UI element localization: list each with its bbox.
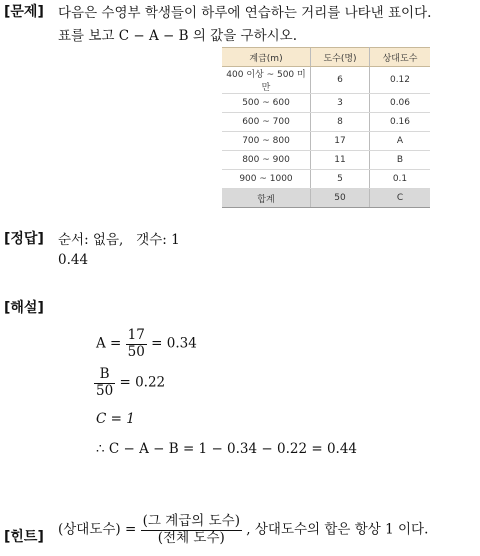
hint-numerator: (그 계급의 도수)	[142, 513, 240, 529]
table-cell: C	[370, 189, 431, 208]
table-header-frequency: 도수(명)	[311, 48, 370, 67]
table-cell: 50	[311, 189, 370, 208]
table-cell: 0.16	[370, 113, 431, 132]
table-cell: B	[370, 151, 431, 170]
solution-equation-c: C = 1	[96, 411, 135, 427]
table-cell: 합계	[222, 189, 311, 208]
table-cell: 5	[311, 170, 370, 189]
table-cell: 0.1	[370, 170, 431, 189]
table-cell: 17	[311, 132, 370, 151]
eq-b-denominator: 50	[96, 382, 114, 399]
table-row	[222, 151, 430, 170]
table-cell: 400 이상 ~ 500 미만	[222, 67, 311, 94]
hint-tag: [힌트]	[4, 529, 44, 545]
hint-fraction	[141, 514, 242, 546]
table-cell: 8	[311, 113, 370, 132]
table-cell: 6	[311, 67, 370, 94]
solution-equation-a	[96, 328, 197, 360]
table-header-relative-frequency: 상대도수	[370, 48, 431, 67]
frequency-table	[222, 47, 430, 208]
solution-equation-b	[94, 367, 165, 399]
table-row	[222, 94, 430, 113]
hint-denominator: (전체 도수)	[141, 530, 242, 547]
table-header-row	[222, 48, 430, 67]
table-row	[222, 67, 430, 94]
table-row	[222, 113, 430, 132]
eq-b-numerator: B	[99, 366, 110, 382]
table-cell: 11	[311, 151, 370, 170]
eq-b-fraction	[94, 367, 115, 399]
hint-lhs: (상대도수) =	[58, 521, 137, 538]
answer-text-line1: 순서: 없음, 갯수: 1	[58, 232, 180, 248]
table-cell: 600 ~ 700	[222, 113, 311, 132]
table-cell: 3	[311, 94, 370, 113]
table-row	[222, 132, 430, 151]
problem-tag: [문제]	[4, 4, 44, 20]
table-cell: 700 ~ 800	[222, 132, 311, 151]
hint-formula	[58, 514, 428, 546]
table-row	[222, 170, 430, 189]
table-cell: 0.06	[370, 94, 431, 113]
answer-text-line2: 0.44	[58, 252, 89, 268]
table-cell: 500 ~ 600	[222, 94, 311, 113]
answer-tag: [정답]	[4, 231, 44, 247]
eq-b-rhs: = 0.22	[119, 374, 166, 391]
eq-a-lhs: A =	[96, 335, 122, 352]
eq-a-numerator: 17	[127, 327, 145, 343]
table-total-row	[222, 189, 430, 208]
eq-a-rhs: = 0.34	[151, 335, 197, 352]
solution-tag: [해설]	[4, 300, 44, 316]
table-cell: 900 ~ 1000	[222, 170, 311, 189]
solution-final-equation: ∴ C − A − B = 1 − 0.34 − 0.22 = 0.44	[96, 441, 358, 457]
table-cell: 0.12	[370, 67, 431, 94]
eq-a-denominator: 50	[127, 343, 145, 360]
table-header-class: 계급(m)	[222, 48, 311, 67]
problem-text-line1: 다음은 수영부 학생들이 하루에 연습하는 거리를 나타낸 표이다.	[58, 5, 432, 21]
eq-a-fraction	[126, 328, 147, 360]
table-cell: 800 ~ 900	[222, 151, 311, 170]
hint-rhs: , 상대도수의 합은 항상 1 이다.	[246, 521, 429, 538]
problem-text-line2: 표를 보고 C − A − B 의 값을 구하시오.	[58, 28, 297, 44]
table-cell: A	[370, 132, 431, 151]
